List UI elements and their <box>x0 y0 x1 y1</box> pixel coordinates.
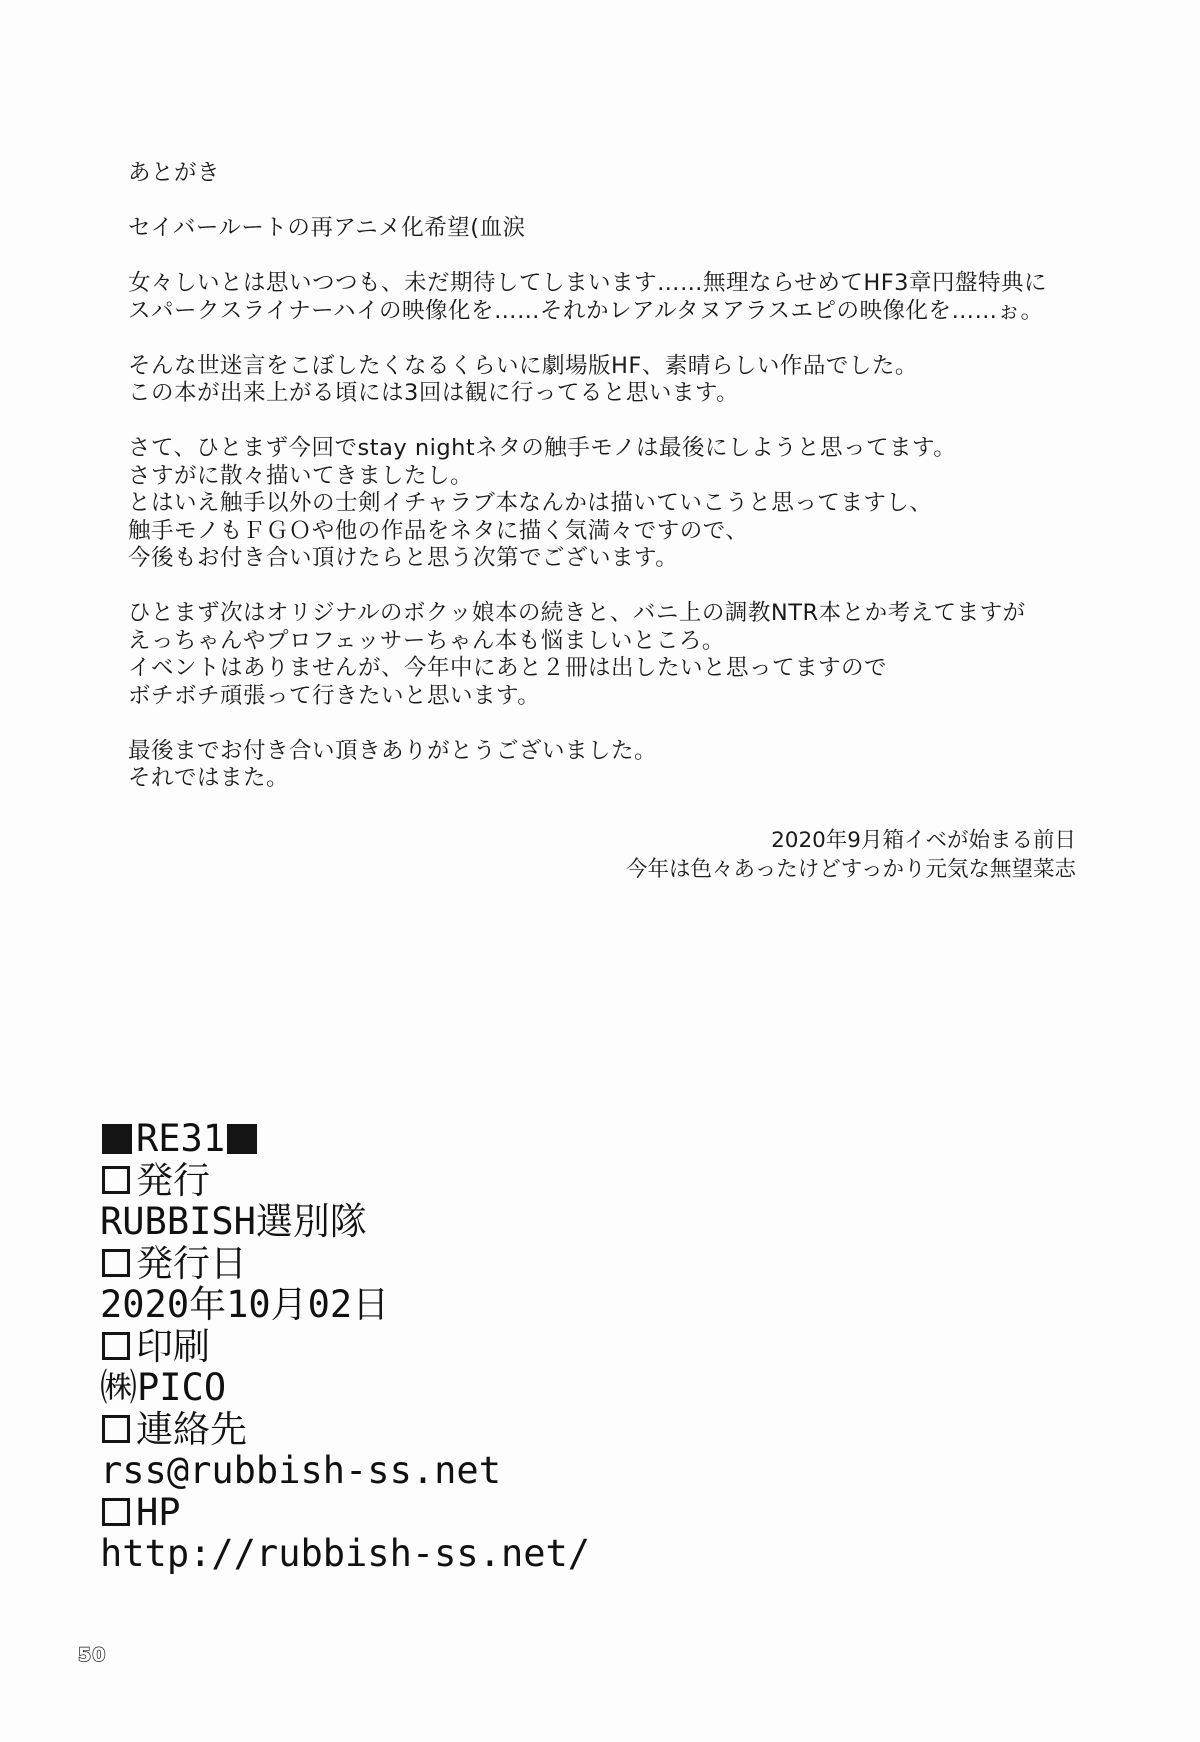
afterword-line: さすがに散々描いてきましたし。 <box>128 462 474 489</box>
hp-label: HP <box>136 1490 181 1534</box>
colophon-label-row <box>100 1492 590 1534</box>
signature-author-line: 今年は色々あったけどすっかり元気な無望菜志 <box>626 857 1076 882</box>
filled-square-icon <box>102 1124 132 1154</box>
contact-email: rss@rubbish-ss.net <box>100 1449 501 1492</box>
open-square-icon <box>102 1498 130 1526</box>
afterword-section <box>128 160 1088 793</box>
afterword-heading: あとがき <box>128 160 221 186</box>
hp-url: http://rubbish-ss.net/ <box>100 1532 591 1575</box>
afterword-line: それではまた。 <box>128 765 290 791</box>
hp-row <box>100 1533 590 1575</box>
open-square-icon <box>102 1166 130 1194</box>
open-square-icon <box>102 1249 130 1277</box>
afterword-line: ボチボチ頑張って行きたいと思います。 <box>128 682 541 709</box>
afterword-line: 触手モノもＦＧＯや他の作品をネタに描く気満々ですので、 <box>128 517 749 544</box>
afterword-line: とはいえ触手以外の士剣イチャラブ本なんかは描いていこうと思ってますし、 <box>128 490 933 516</box>
afterword-line: ひとまず次はオリジナルのボクッ娘本の続きと、バニ上の調教NTR本とか考えてますが <box>128 600 1026 626</box>
printer-value: ㈱PICO <box>100 1366 227 1409</box>
afterword-line: そんな世迷言をこぼしたくなるくらいに劇場版HF、素晴らしい作品でした。 <box>128 352 918 379</box>
signature-date-line: 2020年9月箱イベが始まる前日 <box>771 828 1076 853</box>
afterword-line: 最後までお付き合い頂きありがとうございました。 <box>128 737 658 764</box>
date-row <box>100 1284 590 1326</box>
colophon-title-row <box>100 1118 590 1160</box>
open-square-icon <box>102 1415 130 1443</box>
publisher-value: RUBBISH選別隊 <box>100 1200 367 1243</box>
colophon <box>100 1118 590 1575</box>
afterword-line: 今後もお付き合い頂けたらと思う次第でございます。 <box>128 545 679 571</box>
afterword-line: セイバールートの再アニメ化希望(血涙 <box>128 215 526 241</box>
signature-block <box>626 826 1076 884</box>
printer-row <box>100 1367 590 1409</box>
afterword-line: さて、ひとまず今回でstay nightネタの触手モノは最後にしようと思ってます。 <box>128 435 957 461</box>
colophon-label-row <box>100 1409 590 1451</box>
colophon-label-row <box>100 1326 590 1368</box>
colophon-label-row <box>100 1243 590 1285</box>
contact-row <box>100 1450 590 1492</box>
printer-label: 印刷 <box>136 1324 210 1368</box>
colophon-label-row <box>100 1160 590 1202</box>
open-square-icon <box>102 1332 130 1360</box>
contact-label: 連絡先 <box>136 1407 247 1451</box>
afterword-line: えっちゃんやプロフェッサーちゃん本も悩ましいところ。 <box>128 627 725 654</box>
afterword-line: 女々しいとは思いつつも、未だ期待してしまいます……無理ならせめてHF3章円盤特典に <box>128 270 1048 296</box>
filled-square-icon <box>227 1124 257 1154</box>
page-number: 50 <box>78 1644 107 1666</box>
afterword-line: イベントはありませんが、今年中にあと２冊は出したいと思ってますので <box>128 655 888 681</box>
date-label: 発行日 <box>136 1241 247 1285</box>
afterword-line: この本が出来上がる頃には3回は観に行ってると思います。 <box>128 380 740 406</box>
date-value: 2020年10月02日 <box>100 1283 390 1326</box>
publisher-label: 発行 <box>136 1158 210 1202</box>
publisher-row <box>100 1201 590 1243</box>
colophon-title: RE31 <box>136 1117 226 1160</box>
afterword-line: スパークスライナーハイの映像化を……それかレアルタヌアラスエピの映像化を……ぉ。 <box>128 297 1044 324</box>
